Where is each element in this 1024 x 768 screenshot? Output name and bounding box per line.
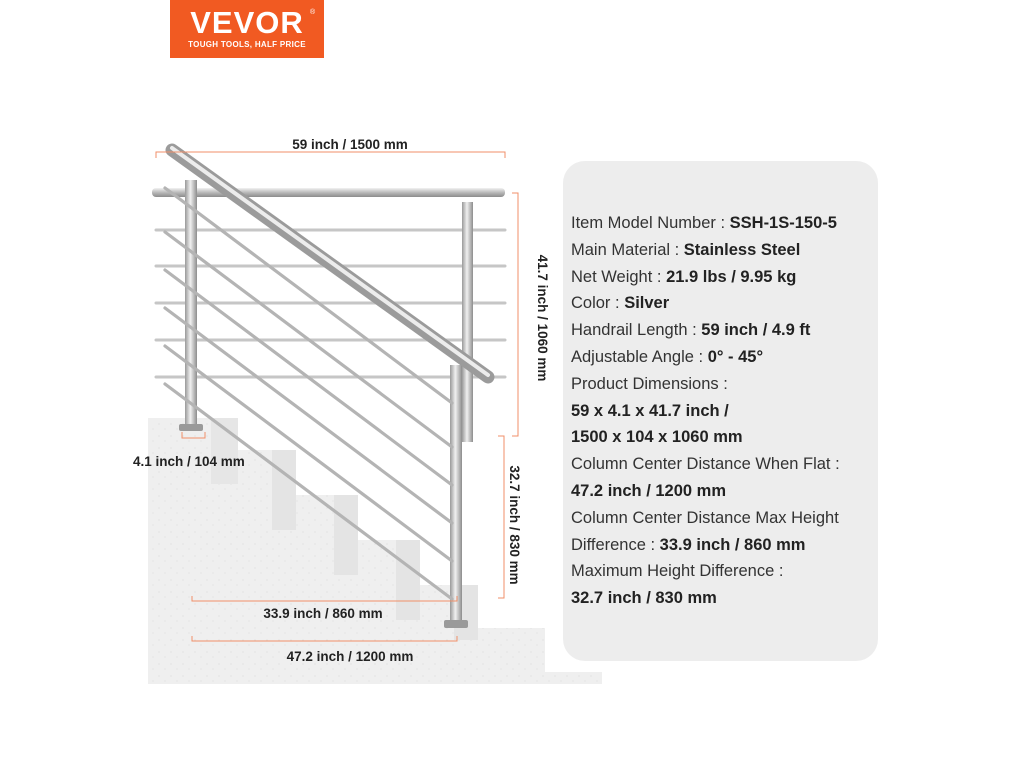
dim-max-height-difference: 32.7 inch / 830 mm xyxy=(507,465,522,585)
spec-max-height-value: 32.7 inch / 830 mm xyxy=(571,589,717,608)
brand-name: VEVOR xyxy=(190,5,304,40)
spec-product-dimensions-label: Product Dimensions : xyxy=(571,374,728,393)
right-post-base xyxy=(444,620,468,628)
spec-column-max-value: Difference : 33.9 inch / 860 mm xyxy=(571,535,806,554)
spec-angle: Adjustable Angle : 0° - 45° xyxy=(571,347,764,366)
spec-column-flat-label: Column Center Distance When Flat : xyxy=(571,455,840,474)
dim-height-difference: 33.9 inch / 860 mm xyxy=(263,606,383,621)
brand-tagline: TOUGH TOOLS, HALF PRICE xyxy=(188,40,306,49)
dim-total-height: 41.7 inch / 1060 mm xyxy=(535,254,550,382)
spec-list xyxy=(571,210,881,612)
spec-model: Item Model Number : SSH-1S-150-5 xyxy=(571,214,837,232)
spec-handrail-length: Handrail Length : 59 inch / 4.9 ft xyxy=(571,321,811,340)
spec-weight: Net Weight : 21.9 lbs / 9.95 kg xyxy=(571,267,797,286)
spec-column-max-label: Column Center Distance Max Height xyxy=(571,508,839,527)
spec-product-dimensions-inch: 59 x 4.1 x 41.7 inch / xyxy=(571,401,729,420)
registered-mark: ® xyxy=(310,9,316,16)
dim-column-distance: 47.2 inch / 1200 mm xyxy=(286,649,414,664)
spec-material: Main Material : Stainless Steel xyxy=(571,240,801,259)
dim-handrail-length: 59 inch / 1500 mm xyxy=(292,137,408,152)
spec-color: Color : Silver xyxy=(571,294,670,313)
spec-column-flat-value: 47.2 inch / 1200 mm xyxy=(571,481,727,500)
spec-max-height-label: Maximum Height Difference : xyxy=(571,562,784,581)
left-post-base xyxy=(179,424,203,431)
spec-product-dimensions-mm: 1500 x 104 x 1060 mm xyxy=(571,428,743,447)
left-post xyxy=(185,180,197,426)
dim-post-base: 4.1 inch / 104 mm xyxy=(133,454,245,469)
